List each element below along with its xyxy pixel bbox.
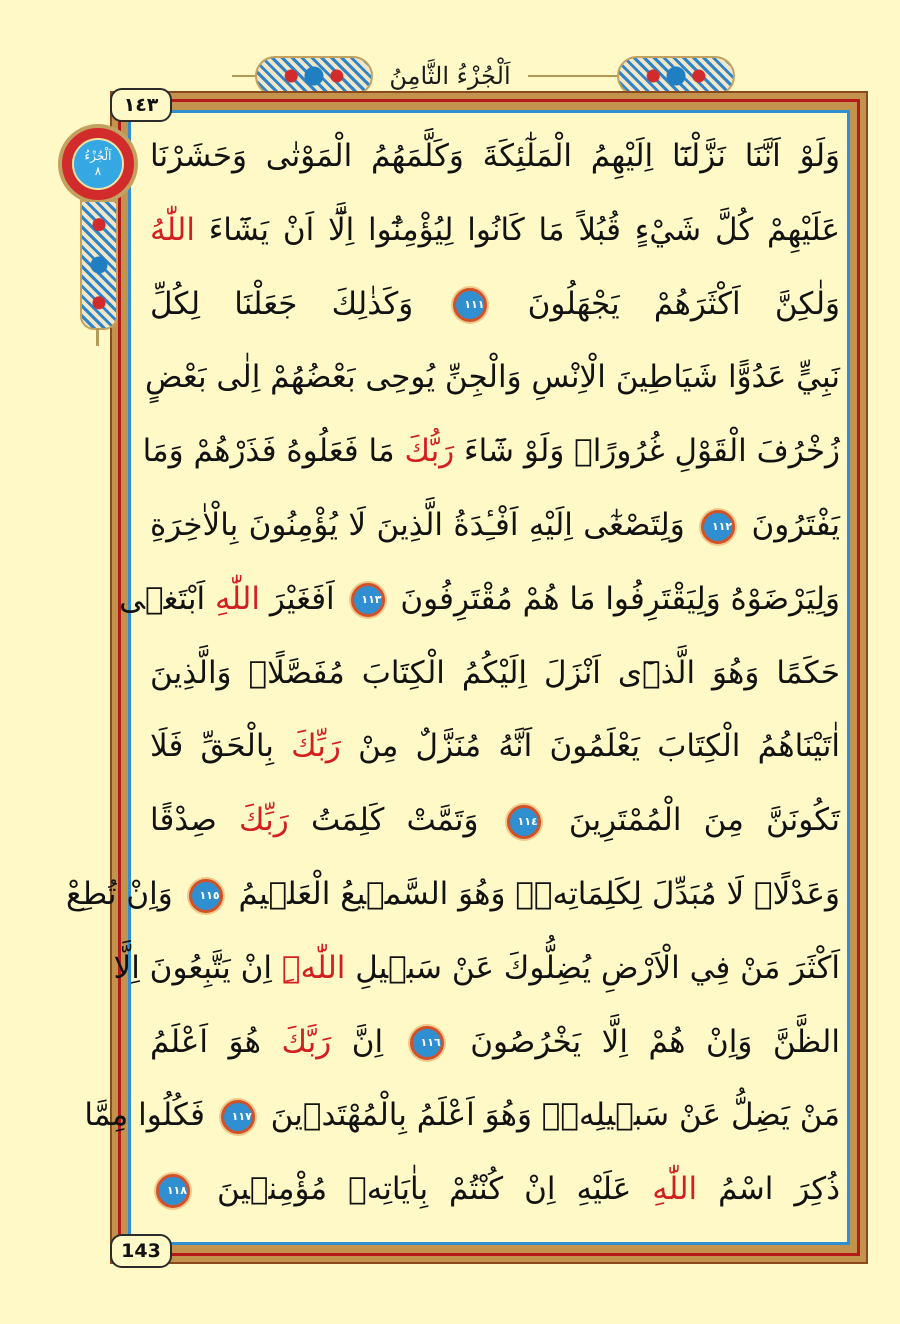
- text-line: [150, 120, 840, 193]
- text-line: [150, 268, 840, 341]
- verse-text: صِدْقًا: [150, 802, 240, 839]
- verse-text: وَكَذٰلِكَ جَعَلْنَا لِكُلِّ: [150, 285, 448, 322]
- verse-text: ۜ اِنْ يَتَّبِعُونَ اِلَّا: [113, 949, 282, 986]
- text-line: [150, 194, 840, 267]
- ayah-number-marker: ١١٦: [410, 1026, 444, 1060]
- divine-name-text: اللّٰهُ: [150, 211, 195, 248]
- ayah-number-marker: ١١٤: [507, 805, 541, 839]
- verse-text: فَكُلُوا مِمَّا: [84, 1097, 215, 1134]
- verse-text: نَبِيٍّ عَدُوًّا شَيَاطِينَ الْاِنْسِ وَالْجِنِّ يُوحِى بَعْضُهُمْ اِلٰى بَعْضٍ: [145, 359, 840, 396]
- verse-text: اٰتَيْنَاهُمُ الْكِتَابَ يَعْلَمُونَ اَنَّهُ مُنَزَّلٌ مِنْ: [340, 728, 840, 765]
- verse-text: وَلِتَصْغٰٓى اِلَيْهِ اَفْـِٔدَةُ الَّذِينَ لَا يُؤْمِنُونَ بِالْاٰخِرَةِ: [150, 507, 696, 543]
- verse-text: عَلَيْهِ اِنْ كُنْتُمْ بِاٰيَاتِهٖ مُؤْمِنٖينَ: [196, 1171, 653, 1208]
- verse-text: وَاِنْ تُطِعْ: [66, 876, 183, 912]
- page-number-bottom: 143: [110, 1234, 172, 1268]
- juz-medallion-number: ٨: [94, 164, 102, 178]
- divine-name-text: اللّٰهِ: [652, 1171, 698, 1208]
- side-ornament-stem: [96, 328, 99, 346]
- ayah-number-marker: ١١٥: [189, 879, 223, 913]
- verse-text: مَنْ يَضِلُّ عَنْ سَبٖيلِهٖۚ وَهُوَ اَعْلَمُ بِالْمُهْتَدٖينَ: [260, 1097, 840, 1134]
- verse-text: عَلَيْهِمْ كُلَّ شَيْءٍ قُبُلاً مَا كَانُوا لِيُؤْمِنُٓوا اِلَّٓا اَنْ يَشَٓاءَ: [194, 211, 840, 248]
- divine-name-text: اللّٰهِ: [281, 949, 346, 986]
- text-line: [150, 1153, 840, 1226]
- divine-name-text: اللّٰهِ: [215, 580, 260, 617]
- text-line: [145, 341, 840, 414]
- juz-medallion-center: [72, 138, 124, 190]
- text-line: [150, 489, 840, 562]
- juz-title: اَلْجُزْءُ الثَّامِنُ: [389, 62, 511, 90]
- header-ornament-right: [617, 56, 735, 96]
- divine-name-text: رَبِّكَ: [291, 728, 341, 765]
- text-line: [150, 637, 840, 710]
- verse-text: اَكْثَرَ مَنْ فِي الْاَرْضِ يُضِلُّوكَ عَنْ سَبٖيلِ: [345, 949, 840, 986]
- juz-medallion-label: اَلْجُزْءُ: [84, 149, 112, 163]
- verse-text: بِالْحَقِّ فَلَا: [150, 728, 292, 765]
- juz-medallion: [58, 124, 138, 204]
- verse-text: وَلٰكِنَّ اَكْثَرَهُمْ يَجْهَلُونَ: [493, 285, 840, 322]
- verse-text: الظَّنَّ وَاِنْ هُمْ اِلَّا يَخْرُصُونَ: [449, 1023, 840, 1060]
- verse-text: وَتَمَّتْ كَلِمَتُ: [288, 802, 501, 839]
- text-line: [84, 1079, 840, 1152]
- text-line: [119, 563, 840, 636]
- ayah-number-marker: ١١٢: [701, 510, 735, 544]
- verse-text: زُخْرُفَ الْقَوْلِ غُرُورًاۜ وَلَوْ شَٓاءَ: [454, 433, 840, 470]
- text-line: [150, 1006, 840, 1079]
- verse-text: وَلِيَرْضَوْهُ وَلِيَقْتَرِفُوا مَا هُمْ مُقْتَرِفُونَ: [390, 580, 840, 617]
- divine-name-text: رَبُّكَ: [404, 433, 455, 470]
- verse-text: اَبْتَغٖى: [119, 580, 216, 617]
- ayah-number-marker: ١١١: [453, 288, 487, 322]
- text-line: [150, 784, 840, 857]
- side-ornament: [80, 200, 118, 330]
- ayah-number-marker: ١١٣: [351, 583, 385, 617]
- verse-text: هُوَ اَعْلَمُ: [150, 1023, 282, 1060]
- ayah-number-marker: ١١٧: [221, 1100, 255, 1134]
- verse-text: تَكُونَنَّ مِنَ الْمُمْتَرِينَ: [546, 802, 840, 839]
- verse-text: مَا فَعَلُوهُ فَذَرْهُمْ وَمَا: [142, 433, 405, 470]
- text-line: [66, 858, 840, 931]
- text-line: [142, 415, 840, 488]
- verse-text: وَلَوْ اَنَّنَا نَزَّلْنَٓا اِلَيْهِمُ الْمَلٰٓئِكَةَ وَكَلَّمَهُمُ الْمَوْتٰى وَحَشَرْنَا: [150, 138, 840, 174]
- divine-name-text: رَبَّكَ: [281, 1023, 332, 1060]
- verse-text: يَفْتَرُونَ: [741, 507, 841, 543]
- verse-text: ذُكِرَ اسْمُ: [697, 1171, 840, 1208]
- verse-text: وَعَدْلًاۜ لَا مُبَدِّلَ لِكَلِمَاتِهٖۚ وَهُوَ السَّمٖيعُ الْعَلٖيمُ: [228, 876, 840, 912]
- verse-text: حَكَمًا وَهُوَ الَّذٖٓى اَنْزَلَ اِلَيْكُمُ الْكِتَابَ مُفَصَّلًاۜ وَالَّذِينَ: [150, 654, 840, 691]
- divine-name-text: رَبِّكَ: [239, 802, 289, 839]
- text-line: [150, 710, 840, 783]
- text-line: [113, 932, 840, 1005]
- ayah-number-marker: ١١٨: [156, 1174, 190, 1208]
- page-number-top: ١٤٣: [110, 88, 172, 122]
- verse-text: اَفَغَيْرَ: [259, 580, 345, 617]
- verse-text: اِنَّ: [331, 1023, 404, 1060]
